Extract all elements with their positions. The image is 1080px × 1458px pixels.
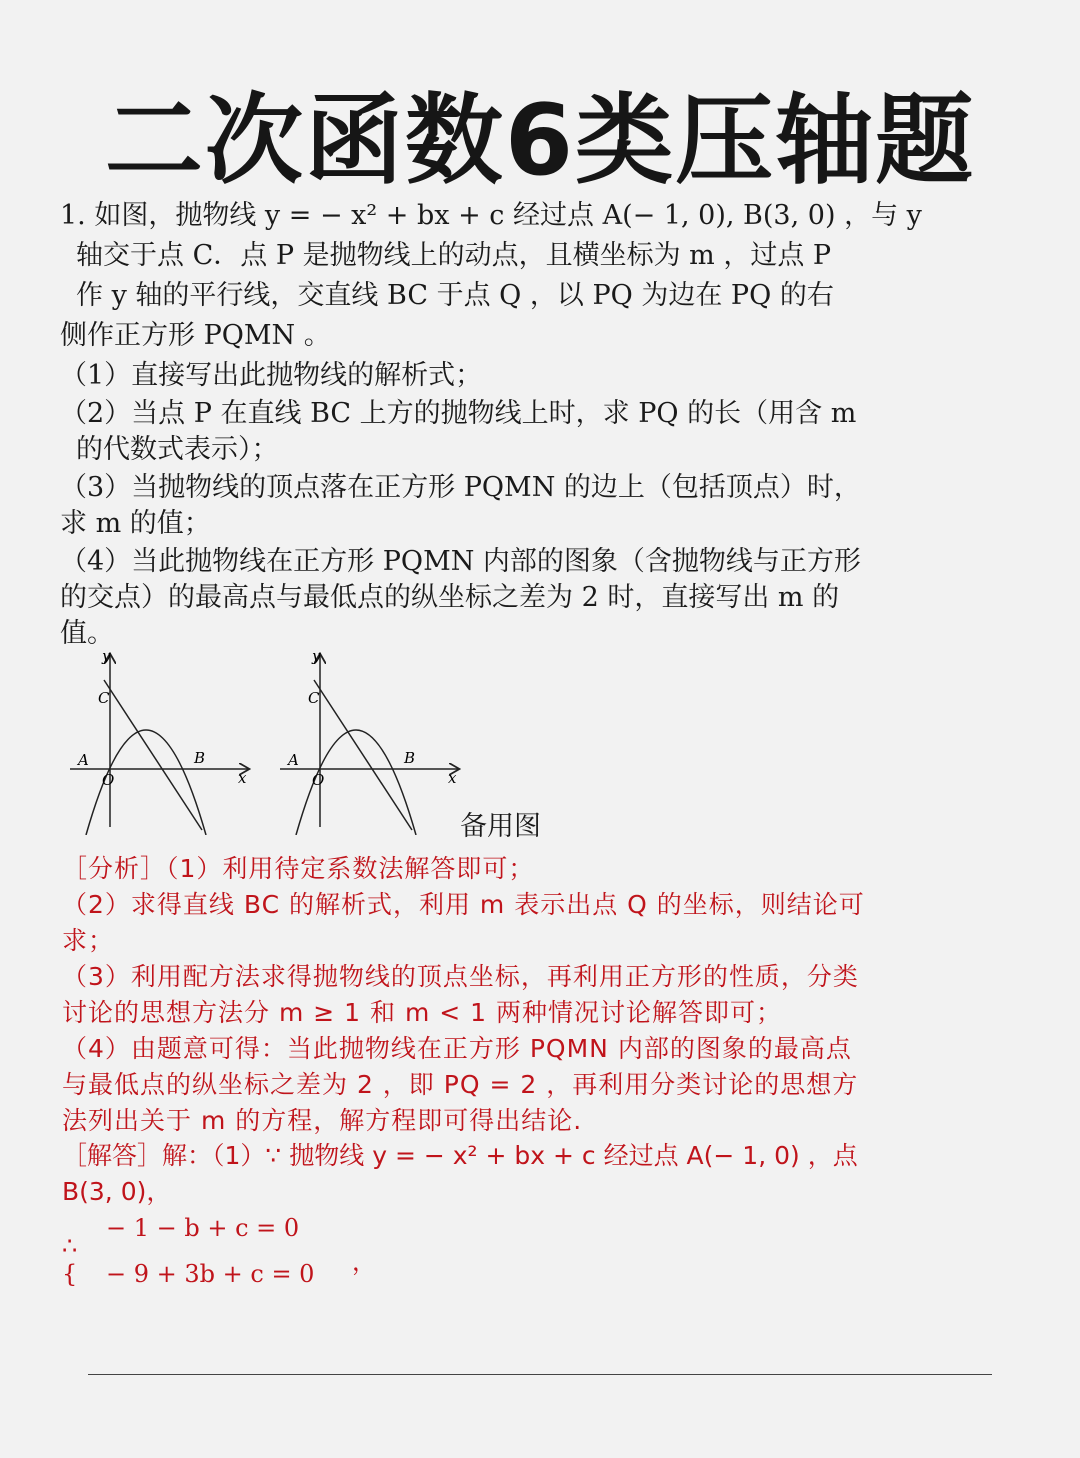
point-c-label: C	[308, 689, 320, 707]
figures	[60, 645, 660, 845]
point-a-label: A	[78, 751, 89, 769]
x-label: x	[448, 769, 457, 787]
problem-line: 侧作正方形 PQMN 。	[60, 320, 331, 351]
analysis-line: （2）求得直线 BC 的解析式，利用 m 表示出点 Q 的坐标，则结论可	[62, 890, 865, 919]
divider	[88, 1374, 992, 1375]
point-b-label: B	[194, 749, 206, 767]
problem-line: 作 y 轴的平行线，交直线 BC 于点 Q ，以 PQ 为边在 PQ 的右	[76, 280, 834, 311]
line-bc	[314, 680, 412, 830]
analysis-section	[62, 852, 1012, 1140]
y-label: y	[312, 647, 321, 665]
page-title: 二次函数6类压轴题	[104, 84, 976, 198]
point-b-label: B	[404, 749, 416, 767]
answer-section	[62, 1138, 1012, 1210]
problem-line: 1. 如图，抛物线 y = − x² + bx + c 经过点 A(− 1, 0), B(3, 0) ，与 y	[60, 200, 922, 231]
parabola-graph	[60, 645, 260, 835]
question-4: （4）当此抛物线在正方形 PQMN 内部的图象（含抛物线与正方形	[60, 546, 861, 577]
analysis-line: 讨论的思想方法分 m ≥ 1 和 m < 1 两种情况讨论解答即可；	[62, 998, 782, 1027]
equation-comma: ，	[352, 1248, 376, 1276]
analysis-line: （3）利用配方法求得抛物线的顶点坐标，再利用正方形的性质，分类	[62, 962, 859, 991]
problem-statement	[60, 196, 1020, 652]
analysis-line: 与最低点的纵坐标之差为 2 ，即 PQ = 2 ，再利用分类讨论的思想方	[62, 1070, 859, 1099]
question-2-cont: 的代数式表示）；	[76, 434, 279, 465]
parabola-graph-backup	[270, 645, 470, 835]
analysis-line: 求；	[62, 926, 115, 955]
x-label: x	[238, 769, 247, 787]
question-2: （2）当点 P 在直线 BC 上方的抛物线上时，求 PQ 的长（用含 m	[60, 398, 857, 429]
equation-2: − 9 + 3b + c = 0	[106, 1260, 315, 1288]
line-bc	[104, 680, 202, 830]
therefore-symbol: ∴ {	[62, 1232, 78, 1288]
equation-1: − 1 − b + c = 0	[106, 1214, 300, 1242]
origin-label: O	[102, 771, 115, 789]
point-c-label: C	[98, 689, 110, 707]
question-3-cont: 求 m 的值；	[60, 508, 211, 539]
analysis-line: ［分析］（1）利用待定系数法解答即可；	[62, 854, 535, 883]
figure-main	[60, 645, 260, 835]
figure-backup	[270, 645, 470, 835]
analysis-line: 法列出关于 m 的方程，解方程即可得出结论.	[62, 1106, 583, 1135]
question-1: （1）直接写出此抛物线的解析式；	[60, 360, 483, 391]
point-a-label: A	[288, 751, 299, 769]
question-4-cont: 的交点）的最高点与最低点的纵坐标之差为 2 时，直接写出 m 的	[60, 582, 840, 613]
answer-line: ［解答］解：（1）∵ 抛物线 y = − x² + bx + c 经过点 A(− 1, 0) ，点	[62, 1141, 858, 1170]
backup-figure-label: 备用图	[460, 811, 541, 842]
y-label: y	[102, 647, 111, 665]
problem-line: 轴交于点 C．点 P 是抛物线上的动点，且横坐标为 m ，过点 P	[76, 240, 832, 271]
question-3: （3）当抛物线的顶点落在正方形 PQMN 的边上（包括顶点）时，	[60, 472, 861, 503]
question-4-cont: 值。	[60, 618, 114, 649]
analysis-line: （4）由题意可得：当此抛物线在正方形 PQMN 内部的图象的最高点	[62, 1034, 852, 1063]
origin-label: O	[312, 771, 325, 789]
answer-line: B(3, 0)，	[62, 1177, 172, 1206]
